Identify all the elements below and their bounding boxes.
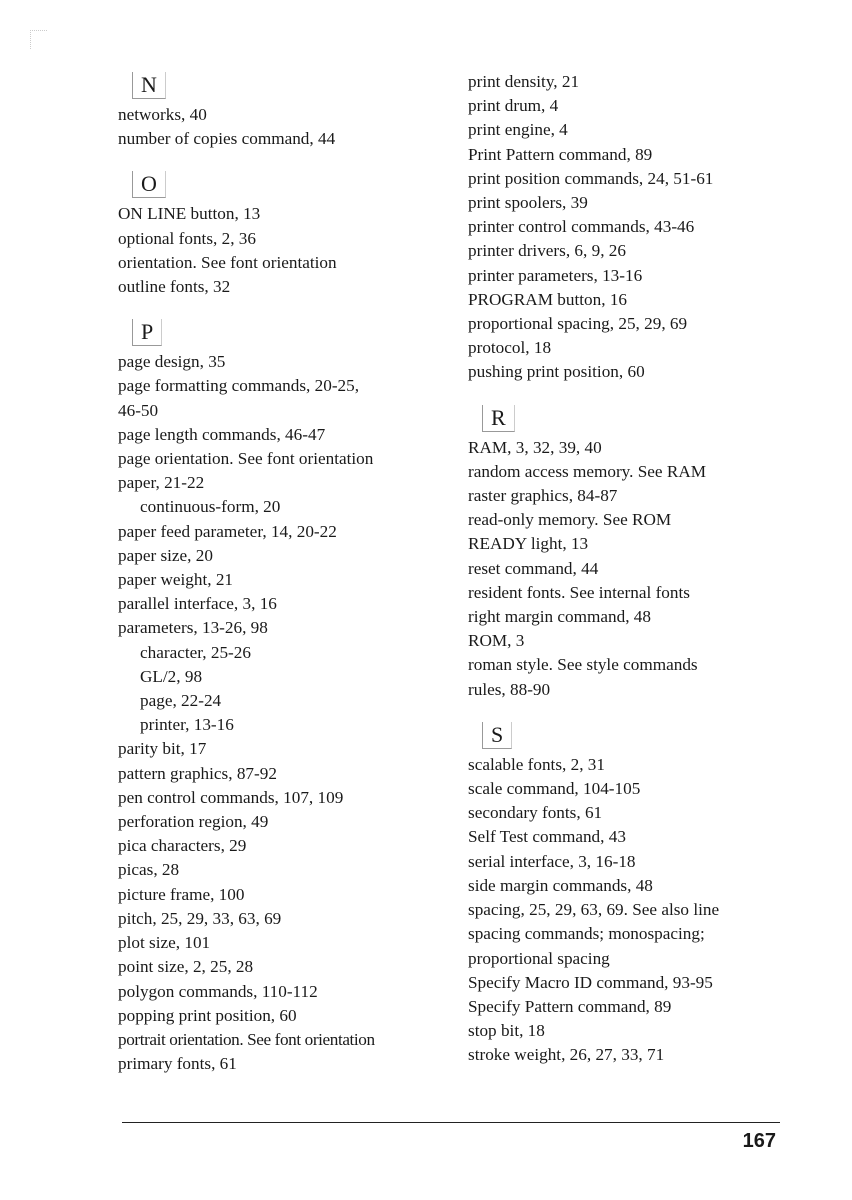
index-entry: 46-50 [118, 400, 159, 420]
index-entry: print spoolers, 39 [468, 193, 588, 213]
index-entry: right margin command, 48 [468, 607, 651, 627]
index-entry: parity bit, 17 [118, 739, 207, 759]
index-entry: popping print position, 60 [118, 1005, 297, 1025]
index-entry: point size, 2, 25, 28 [118, 957, 254, 977]
index-entry: page length commands, 46-47 [118, 424, 326, 444]
index-entry: paper feed parameter, 14, 20-22 [118, 521, 337, 541]
index-entry: paper weight, 21 [118, 570, 234, 590]
index-entry: reset command, 44 [468, 558, 599, 578]
section-letter-r: R [482, 405, 515, 432]
index-subentry: printer, 13-16 [140, 715, 234, 735]
index-entry: random access memory. See RAM [468, 461, 707, 481]
index-entry: portrait orientation. See font orientation [118, 1029, 375, 1049]
index-subentry: character, 25-26 [140, 642, 251, 662]
index-entry: picture frame, 100 [118, 884, 245, 904]
index-entry: page design, 35 [118, 352, 226, 372]
page-number: 167 [742, 1130, 776, 1152]
index-entry: page formatting commands, 20-25, [118, 376, 360, 396]
index-entry: parallel interface, 3, 16 [118, 594, 277, 614]
index-entry: roman style. See style commands [468, 655, 698, 675]
index-entry: plot size, 101 [118, 933, 211, 953]
footer-rule [122, 1122, 780, 1123]
index-entry: print position commands, 24, 51-61 [468, 168, 714, 188]
index-entry: spacing commands; monospacing; [468, 924, 705, 944]
index-entry: read-only memory. See ROM [468, 510, 672, 530]
index-section-n [118, 70, 448, 151]
index-entry: stop bit, 18 [468, 1021, 545, 1041]
index-entry: outline fonts, 32 [118, 277, 231, 297]
index-entry: secondary fonts, 61 [468, 803, 603, 823]
section-letter-n: N [132, 72, 166, 99]
index-entry: printer parameters, 13-16 [468, 265, 643, 285]
index-entry: paper, 21-22 [118, 473, 205, 493]
index-entry: print engine, 4 [468, 120, 568, 140]
index-entry: perforation region, 49 [118, 812, 269, 832]
index-entry: serial interface, 3, 16-18 [468, 851, 636, 871]
index-entry: orientation. See font orientation [118, 252, 337, 272]
index-entry: proportional spacing, 25, 29, 69 [468, 314, 688, 334]
index-entry: ROM, 3 [468, 631, 525, 651]
index-entry: polygon commands, 110-112 [118, 981, 318, 1001]
index-section-s [468, 720, 828, 1068]
index-section-p [118, 317, 448, 1076]
index-subentry: continuous-form, 20 [140, 497, 281, 517]
index-entry: raster graphics, 84-87 [468, 486, 618, 506]
index-entry: parameters, 13-26, 98 [118, 618, 268, 638]
index-entry: Specify Macro ID command, 93-95 [468, 972, 713, 992]
index-entry: print drum, 4 [468, 96, 559, 116]
index-subentry: GL/2, 98 [140, 666, 203, 686]
index-entry: primary fonts, 61 [118, 1054, 237, 1074]
index-entry: side margin commands, 48 [468, 875, 653, 895]
index-entry: pica characters, 29 [118, 836, 247, 856]
index-entry: RAM, 3, 32, 39, 40 [468, 437, 602, 457]
index-column-right [468, 70, 828, 1086]
index-entry: pen control commands, 107, 109 [118, 787, 344, 807]
index-entry: scale command, 104-105 [468, 779, 641, 799]
index-entry: printer drivers, 6, 9, 26 [468, 241, 626, 261]
index-entry: pitch, 25, 29, 33, 63, 69 [118, 908, 282, 928]
index-entry: READY light, 13 [468, 534, 589, 554]
index-entry: proportional spacing [468, 948, 610, 968]
index-entry: Self Test command, 43 [468, 827, 626, 847]
index-entry: networks, 40 [118, 105, 207, 124]
index-entry: stroke weight, 26, 27, 33, 71 [468, 1045, 665, 1065]
index-entry: rules, 88-90 [468, 679, 551, 699]
index-subentry: page, 22-24 [140, 691, 222, 711]
index-section-o [118, 169, 448, 299]
index-entry: paper size, 20 [118, 545, 213, 565]
index-entry: number of copies command, 44 [118, 129, 336, 149]
section-letter-s: S [482, 722, 512, 749]
index-entry: scalable fonts, 2, 31 [468, 754, 605, 774]
index-entry: print density, 21 [468, 72, 580, 91]
index-section-r [468, 403, 828, 702]
section-letter-o: O [132, 171, 166, 198]
index-entry: resident fonts. See internal fonts [468, 582, 690, 602]
index-entry: pushing print position, 60 [468, 362, 645, 382]
index-entry: spacing, 25, 29, 63, 69. See also line [468, 900, 720, 920]
index-entry: Print Pattern command, 89 [468, 144, 653, 164]
index-entry: Specify Pattern command, 89 [468, 996, 672, 1016]
index-entry: optional fonts, 2, 36 [118, 228, 256, 248]
index-entry: PROGRAM button, 16 [468, 289, 628, 309]
index-column-left [118, 70, 448, 1094]
index-entry: ON LINE button, 13 [118, 204, 261, 224]
index-entry: picas, 28 [118, 860, 180, 880]
index-section-p-continued [468, 70, 828, 385]
index-entry: protocol, 18 [468, 338, 552, 358]
section-letter-p: P [132, 319, 162, 346]
index-entry: printer control commands, 43-46 [468, 217, 695, 237]
scan-artifact [30, 30, 47, 49]
index-entry: pattern graphics, 87-92 [118, 763, 277, 783]
index-entry: page orientation. See font orientation [118, 449, 374, 469]
